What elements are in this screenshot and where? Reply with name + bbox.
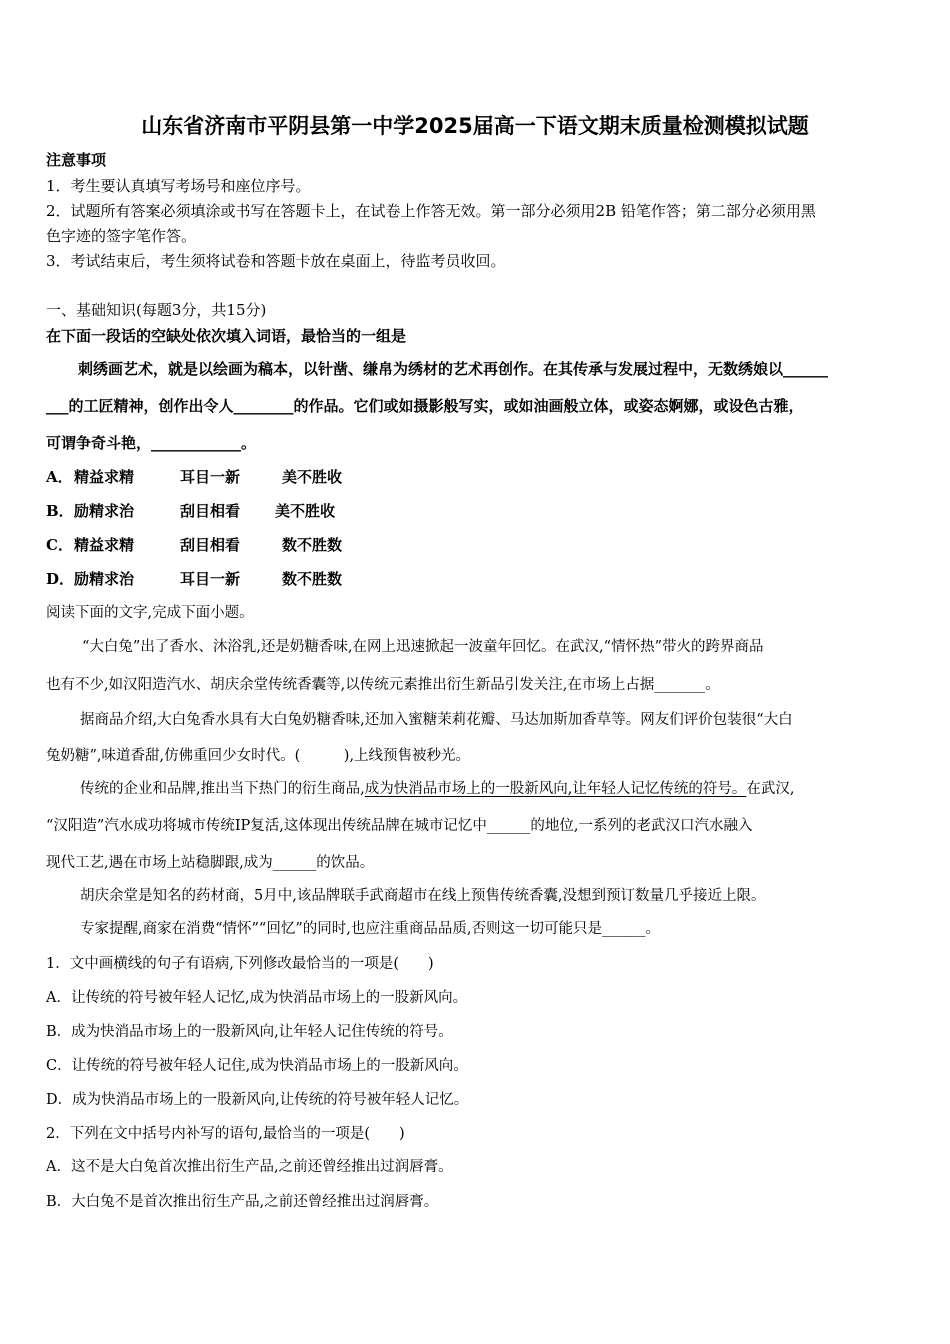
question-1-stem: 1．文中画横线的句子有语病,下列修改最恰当的一项是( ) (46, 956, 434, 972)
option-label: C． (46, 536, 73, 554)
notice-item-3: 3．考试结束后，考生须将试卷和答题卡放在桌面上，待监考员收回。 (46, 252, 506, 270)
option-a (46, 470, 342, 485)
option-c (46, 538, 342, 553)
option-word: 精益求精 (74, 468, 135, 486)
question-1-option-d: D．成为快消品市场上的一股新风向,让传统的符号被年轻人记忆。 (46, 1092, 469, 1108)
reading-p4: 胡庆余堂是知名的药材商，5月中,该品牌联手武商超市在线上预售传统香囊,没想到预订数量几乎接近上限。 (80, 888, 766, 904)
passage-line-3: 可谓争奇斗艳，____________。 (46, 434, 257, 452)
reading-p2-line2: 兔奶糖”,味道香甜,仿佛重回少女时代。( ),上线预售被秒光。 (46, 748, 471, 764)
option-word: 刮目相看 (180, 502, 241, 520)
option-b (46, 504, 335, 519)
notice-heading: 注意事项 (46, 151, 107, 169)
reading-p3-line3: 现代工艺,遇在市场上站稳脚跟,成为______的饮品。 (46, 855, 375, 871)
option-word: 刮目相看 (180, 536, 241, 554)
option-word: 数不胜数 (282, 570, 343, 588)
question-1-option-b: B．成为快消品市场上的一股新风向,让年轻人记住传统的符号。 (46, 1024, 453, 1040)
p3-text: 传统的企业和品牌,推出当下热门的衍生商品, (80, 781, 365, 797)
p3-text: 在武汉, (746, 781, 795, 797)
question-prompt: 在下面一段话的空缺处依次填入词语，最恰当的一组是 (46, 327, 407, 345)
section-heading: 一、基础知识(每题3分，共15分) (46, 301, 267, 319)
question-2-option-a: A．这不是大白兔首次推出衍生产品,之前还曾经推出过润唇膏。 (46, 1159, 453, 1175)
option-label: B． (46, 502, 74, 520)
option-word: 精益求精 (74, 536, 135, 554)
question-1-option-a: A．让传统的符号被年轻人记忆,成为快消品市场上的一股新风向。 (46, 990, 468, 1006)
reading-p1-line2: 也有不少,如汉阳造汽水、胡庆余堂传统香囊等,以传统元素推出衍生新品引发关注,在市场上占据_______。 (46, 677, 720, 693)
passage-line-2: ___的工匠精神，创作出令人________的作品。它们或如摄影般写实，或如油画般立体，或姿态婀娜，或设色古雅， (46, 397, 804, 415)
notice-item-2-cont: 色字迹的签字笔作答。 (46, 227, 197, 245)
option-word: 励精求治 (74, 570, 135, 588)
option-word: 耳目一新 (180, 468, 241, 486)
option-word: 美不胜收 (282, 468, 343, 486)
option-word: 美不胜收 (275, 502, 336, 520)
option-d (46, 572, 342, 587)
passage-line-1: 刺绣画艺术，就是以绘画为稿本，以针凿、缣帛为绣材的艺术再创作。在其传承与发展过程中，无数绣娘以______ (78, 360, 829, 378)
option-word: 数不胜数 (282, 536, 343, 554)
underlined-sentence: 成为快消品市场上的一股新风向,让年轻人记忆传统的符号。 (364, 781, 747, 797)
question-2-option-b: B．大白兔不是首次推出衍生产品,之前还曾经推出过润唇膏。 (46, 1194, 439, 1210)
reading-p3-line2: “汉阳造”汽水成功将城市传统IP复活,这体现出传统品牌在城市记忆中______的地位,一系列的老武汉口汽水融入 (46, 818, 753, 834)
option-label: D． (46, 570, 75, 588)
option-label: A． (46, 468, 73, 486)
notice-item-2: 2．试题所有答案必须填涂或书写在答题卡上，在试卷上作答无效。第一部分必须用2B 铅笔作答；第二部分必须用黑 (46, 202, 816, 220)
page-title: 山东省济南市平阴县第一中学2025届高一下语文期末质量检测模拟试题 (141, 114, 809, 138)
notice-item-1: 1．考生要认真填写考场号和座位序号。 (46, 177, 311, 195)
reading-p5: 专家提醒,商家在消费“情怀”“回忆”的同时,也应注重商品品质,否则这一切可能只是______。 (80, 921, 660, 937)
question-2-stem: 2．下列在文中括号内补写的语句,最恰当的一项是( ) (46, 1126, 405, 1142)
question-1-option-c: C．让传统的符号被年轻人记住,成为快消品市场上的一股新风向。 (46, 1058, 468, 1074)
option-word: 励精求治 (74, 502, 135, 520)
reading-p1-line1: “大白兔”出了香水、沐浴乳,还是奶糖香味,在网上迅速掀起一波童年回忆。在武汉,“情怀热”带火的跨界商品 (82, 639, 764, 655)
reading-p3-line1 (80, 782, 794, 797)
reading-p2-line1: 据商品介绍,大白兔香水具有大白兔奶糖香味,还加入蜜糖茉莉花瓣、马达加斯加香草等。网友们评价包装很“大白 (80, 712, 793, 728)
reading-intro: 阅读下面的文字,完成下面小题。 (46, 605, 254, 621)
option-word: 耳目一新 (180, 570, 241, 588)
